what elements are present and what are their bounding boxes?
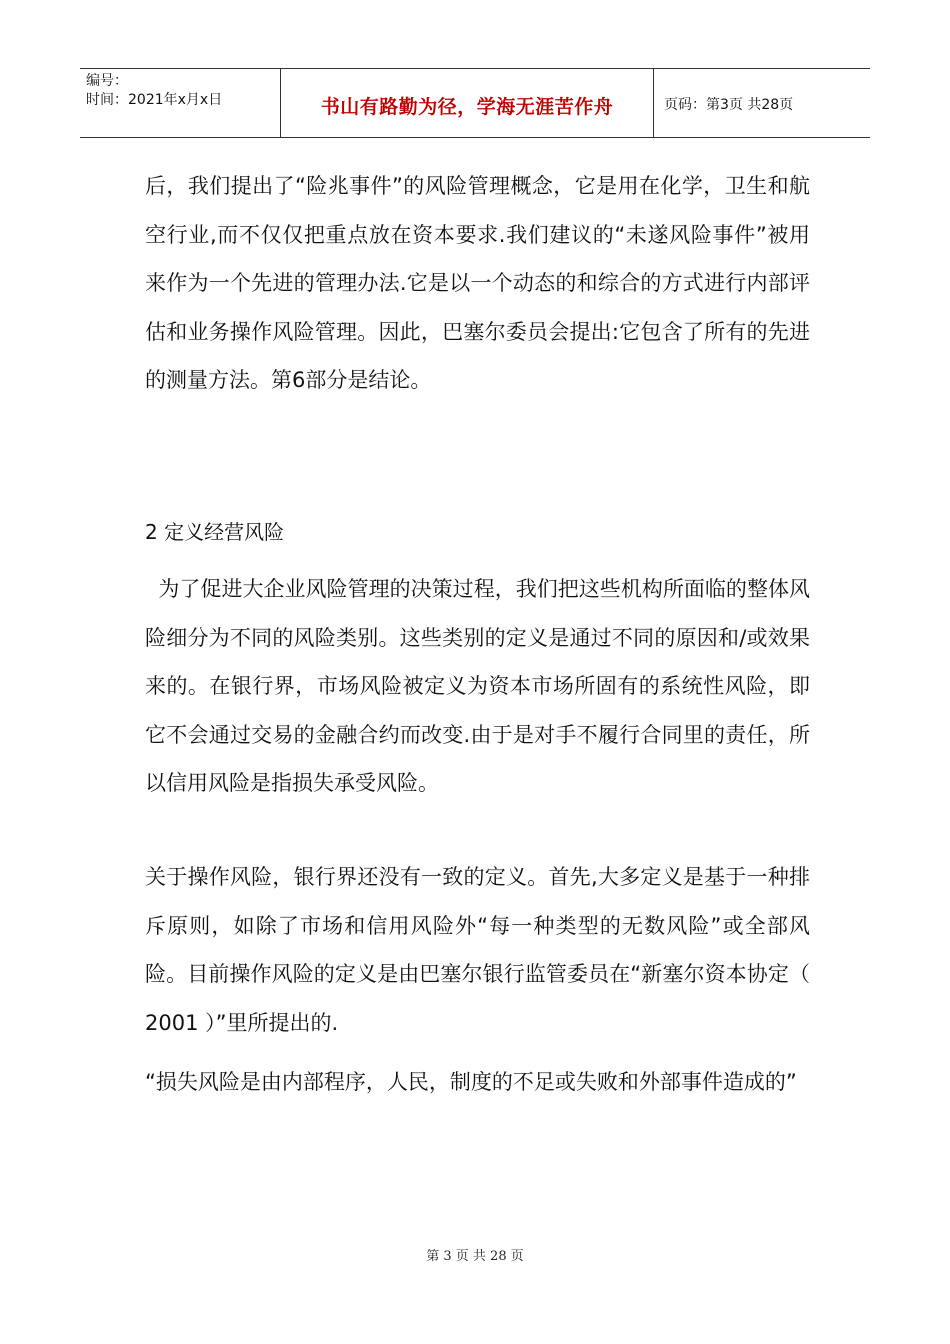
document-number-label: 编号： — [86, 73, 128, 89]
body-paragraph-3: 关于操作风险，银行界还没有一致的定义。首先,大多定义是基于一种排斥原则，如除了市场和信用风险外“每一种类型的无数风险”或全部风险。目前操作风险的定义是由巴塞尔银行监管委员在“新塞尔资本协定（ 2001 ）”里所提出的. — [145, 865, 810, 1035]
header-page-info-cell — [654, 69, 870, 137]
page-header — [80, 68, 870, 138]
quote-block — [145, 1058, 810, 1107]
page-footer — [0, 1245, 950, 1264]
body-paragraph-1-block — [145, 162, 810, 405]
document-date: 时间：2021年x月x日 — [86, 92, 223, 108]
header-motto: 书山有路勤为径，学海无涯苦作舟 — [320, 95, 614, 118]
header-meta — [80, 69, 281, 137]
body-paragraph-3-block — [145, 853, 810, 1047]
footer-page-number: 第 3 页 共 28 页 — [426, 1249, 524, 1264]
body-paragraph-2: 为了促进大企业风险管理的决策过程，我们把这些机构所面临的整体风险细分为不同的风险类别。这些类别的定义是通过不同的原因和/或效果来的。在银行界，市场风险被定义为资本市场所固有的系统性风险，即它不会通过交易的金融合约而改变.由于是对手不履行合同里的责任，所以信用风险是指损失承受风险。 — [145, 577, 810, 795]
header-page-info: 页码：第3页 共28页 — [664, 97, 794, 113]
body-paragraph-2-block — [145, 565, 810, 808]
header-motto-cell — [281, 69, 654, 137]
quote-text: “损失风险是由内部程序，人民，制度的不足或失败和外部事件造成的” — [145, 1070, 797, 1094]
body-paragraph-1: 后，我们提出了“险兆事件”的风险管理概念，它是用在化学，卫生和航空行业,而不仅仅把重点放在资本要求.我们建议的“未遂风险事件”被用来作为一个先进的管理办法.它是以一个动态的和综合的方式进行内部评估和业务操作风险管理。因此，巴塞尔委员会提出:它包含了所有的先进的测量方法。第6部分是结论。 — [145, 174, 810, 392]
section-heading: 2 定义经营风险 — [145, 520, 285, 544]
